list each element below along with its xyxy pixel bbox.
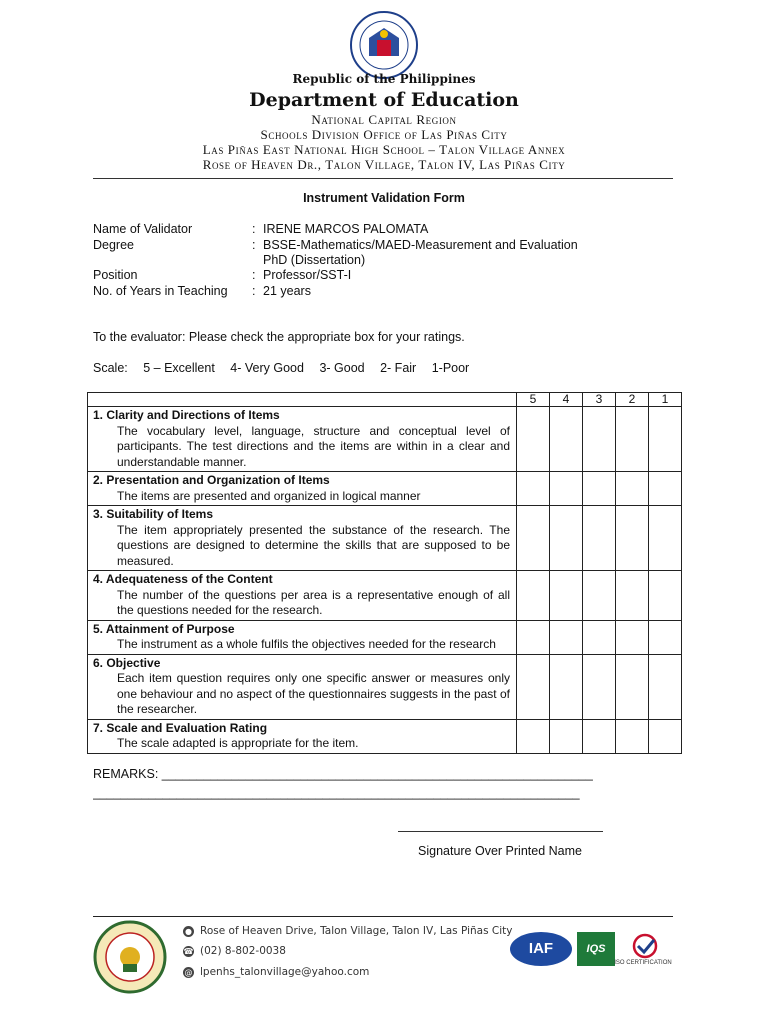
rating-checkbox-5[interactable] [517, 654, 550, 719]
school-seal-logo [93, 920, 167, 994]
criterion-row [88, 407, 682, 472]
criterion-row [88, 620, 682, 654]
iso-cert-caption: ISO CERTIFICATION [614, 960, 672, 966]
criterion-description: The instrument as a whole fulfils the objectives needed for the research [117, 637, 496, 651]
header-school: Las Piñas East National High School – Talon Village Annex [202, 142, 566, 157]
degree-value: BSSE-Mathematics/MAED-Measurement and Evaluation [263, 238, 578, 252]
field-label: Position [93, 268, 138, 282]
position-value: Professor/SST-I [263, 268, 352, 282]
rating-checkbox-4[interactable] [550, 719, 583, 753]
scale-prefix: Scale: [93, 361, 128, 375]
field-label: Name of Validator [93, 222, 193, 236]
criterion-cell [88, 407, 517, 472]
rating-scale [93, 361, 481, 375]
criterion-title: 1. Clarity and Directions of Items [93, 408, 280, 422]
rating-checkbox-2[interactable] [616, 506, 649, 571]
rating-checkbox-1[interactable] [649, 571, 682, 621]
criteria-header-cell [88, 393, 517, 407]
evaluator-instruction: To the evaluator: Please check the appropriate box for your ratings. [93, 330, 465, 344]
footer-email-row [183, 966, 369, 978]
criterion-cell [88, 719, 517, 753]
rating-checkbox-1[interactable] [649, 654, 682, 719]
footer-phone: (02) 8-802-0038 [200, 945, 286, 957]
remarks-line[interactable]: ______________________________________________________________ [161, 767, 593, 781]
form-title: Instrument Validation Form [303, 191, 465, 205]
rating-table [87, 392, 682, 754]
rating-checkbox-5[interactable] [517, 571, 550, 621]
signature-line[interactable] [398, 831, 603, 832]
criterion-cell [88, 472, 517, 506]
rating-checkbox-3[interactable] [583, 620, 616, 654]
remarks-label: REMARKS: [93, 767, 159, 781]
iaf-badge-logo: IAF [510, 932, 572, 966]
validator-info [93, 222, 653, 302]
header-region: National Capital Region [311, 112, 457, 127]
footer-address: Rose of Heaven Drive, Talon Village, Talon IV, Las Piñas City [200, 925, 513, 937]
rating-checkbox-1[interactable] [649, 719, 682, 753]
criterion-title: 7. Scale and Evaluation Rating [93, 720, 268, 735]
criterion-title: 4. Adequateness of the Content [93, 572, 273, 586]
criterion-description: The item appropriately presented the substance of the research. The questions are designed to determine the skills that are supposed to be measured. [117, 522, 510, 568]
header-division: Schools Division Office of Las Piñas City [260, 127, 508, 142]
footer-address-row [183, 925, 512, 937]
rating-checkbox-4[interactable] [550, 571, 583, 621]
rating-checkbox-2[interactable] [616, 620, 649, 654]
rating-header-1: 1 [649, 393, 682, 407]
criterion-cell [88, 571, 517, 621]
rating-checkbox-5[interactable] [517, 719, 550, 753]
criterion-title: 6. Objective [93, 655, 161, 670]
signature-caption: Signature Over Printed Name [418, 844, 582, 858]
criterion-description: The scale adapted is appropriate for the item. [117, 736, 359, 750]
rating-checkbox-4[interactable] [550, 506, 583, 571]
header-republic: Republic of the Philippines [292, 72, 476, 86]
criterion-cell [88, 654, 517, 719]
rating-checkbox-2[interactable] [616, 407, 649, 472]
rating-checkbox-3[interactable] [583, 654, 616, 719]
rating-checkbox-2[interactable] [616, 472, 649, 506]
email-icon: @ [184, 967, 193, 977]
criterion-row [88, 506, 682, 571]
scale-item: 3- Good [319, 361, 365, 375]
criterion-cell [88, 620, 517, 654]
field-label: Degree [93, 238, 134, 252]
criterion-row [88, 654, 682, 719]
rating-header-4: 4 [550, 393, 583, 407]
rating-header-5: 5 [517, 393, 550, 407]
criterion-title: 5. Attainment of Purpose [93, 621, 235, 636]
rating-checkbox-5[interactable] [517, 506, 550, 571]
scale-item: 1-Poor [431, 361, 470, 375]
criterion-row [88, 472, 682, 506]
field-separator: : [252, 238, 256, 252]
footer-email[interactable]: lpenhs_talonvillage@yahoo.com [200, 966, 370, 978]
footer-phone-row [183, 945, 286, 957]
criterion-description: The number of the questions per area is a representative enough of all the questions needed for the research. [117, 587, 510, 617]
rating-checkbox-2[interactable] [616, 571, 649, 621]
field-separator: : [252, 284, 256, 298]
rating-checkbox-4[interactable] [550, 654, 583, 719]
rating-checkbox-1[interactable] [649, 506, 682, 571]
rating-checkbox-4[interactable] [550, 620, 583, 654]
rating-checkbox-3[interactable] [583, 571, 616, 621]
rating-checkbox-2[interactable] [616, 719, 649, 753]
criterion-description: The items are presented and organized in logical manner [117, 488, 421, 503]
rating-checkbox-3[interactable] [583, 472, 616, 506]
rating-checkbox-3[interactable] [583, 719, 616, 753]
criterion-title: 2. Presentation and Organization of Items [93, 473, 330, 487]
rating-checkbox-5[interactable] [517, 620, 550, 654]
rating-checkbox-1[interactable] [649, 407, 682, 472]
remarks-line-2[interactable]: ______________________________________________________________________ [93, 786, 580, 800]
rating-checkbox-3[interactable] [583, 506, 616, 571]
rating-checkbox-3[interactable] [583, 407, 616, 472]
scale-item: 2- Fair [380, 361, 417, 375]
rating-checkbox-1[interactable] [649, 620, 682, 654]
footer-divider [93, 916, 673, 917]
header-address: Rose of Heaven Dr., Talon Village, Talon IV, Las Piñas City [202, 157, 566, 172]
rating-header-2: 2 [616, 393, 649, 407]
remarks-row [93, 767, 648, 781]
criterion-row [88, 571, 682, 621]
rating-checkbox-5[interactable] [517, 407, 550, 472]
rating-checkbox-5[interactable] [517, 472, 550, 506]
field-label: No. of Years in Teaching [93, 284, 228, 298]
phone-icon: ☎ [183, 946, 194, 956]
scale-item: 5 – Excellent [143, 361, 215, 375]
rating-checkbox-1[interactable] [649, 472, 682, 506]
rating-checkbox-4[interactable] [550, 407, 583, 472]
rating-checkbox-2[interactable] [616, 654, 649, 719]
field-separator: : [252, 222, 256, 236]
iqs-badge-logo: IQS [577, 932, 615, 966]
deped-seal-logo [349, 10, 419, 80]
rating-checkbox-4[interactable] [550, 472, 583, 506]
header-divider [93, 178, 673, 179]
rating-header-3: 3 [583, 393, 616, 407]
rating-header-row [88, 393, 682, 407]
criterion-description: The vocabulary level, language, structure and conceptual level of participants. The test directions and the items are within in a clear and understandable manner. [117, 423, 510, 469]
criterion-cell [88, 506, 517, 571]
scale-item: 4- Very Good [230, 361, 304, 375]
location-icon: ● [183, 926, 194, 937]
criterion-description: Each item question requires only one specific answer or measures only one behaviour and no aspect of the questionnaires suggests in the past of the researcher. [117, 671, 510, 716]
field-separator: : [252, 268, 256, 282]
criterion-row [88, 719, 682, 753]
years-value: 21 years [263, 284, 311, 298]
validator-name-value: IRENE MARCOS PALOMATA [263, 222, 429, 236]
criterion-title: 3. Suitability of Items [93, 507, 214, 521]
degree-value-2: PhD (Dissertation) [263, 253, 366, 267]
header-department: Department of Education [249, 89, 519, 111]
